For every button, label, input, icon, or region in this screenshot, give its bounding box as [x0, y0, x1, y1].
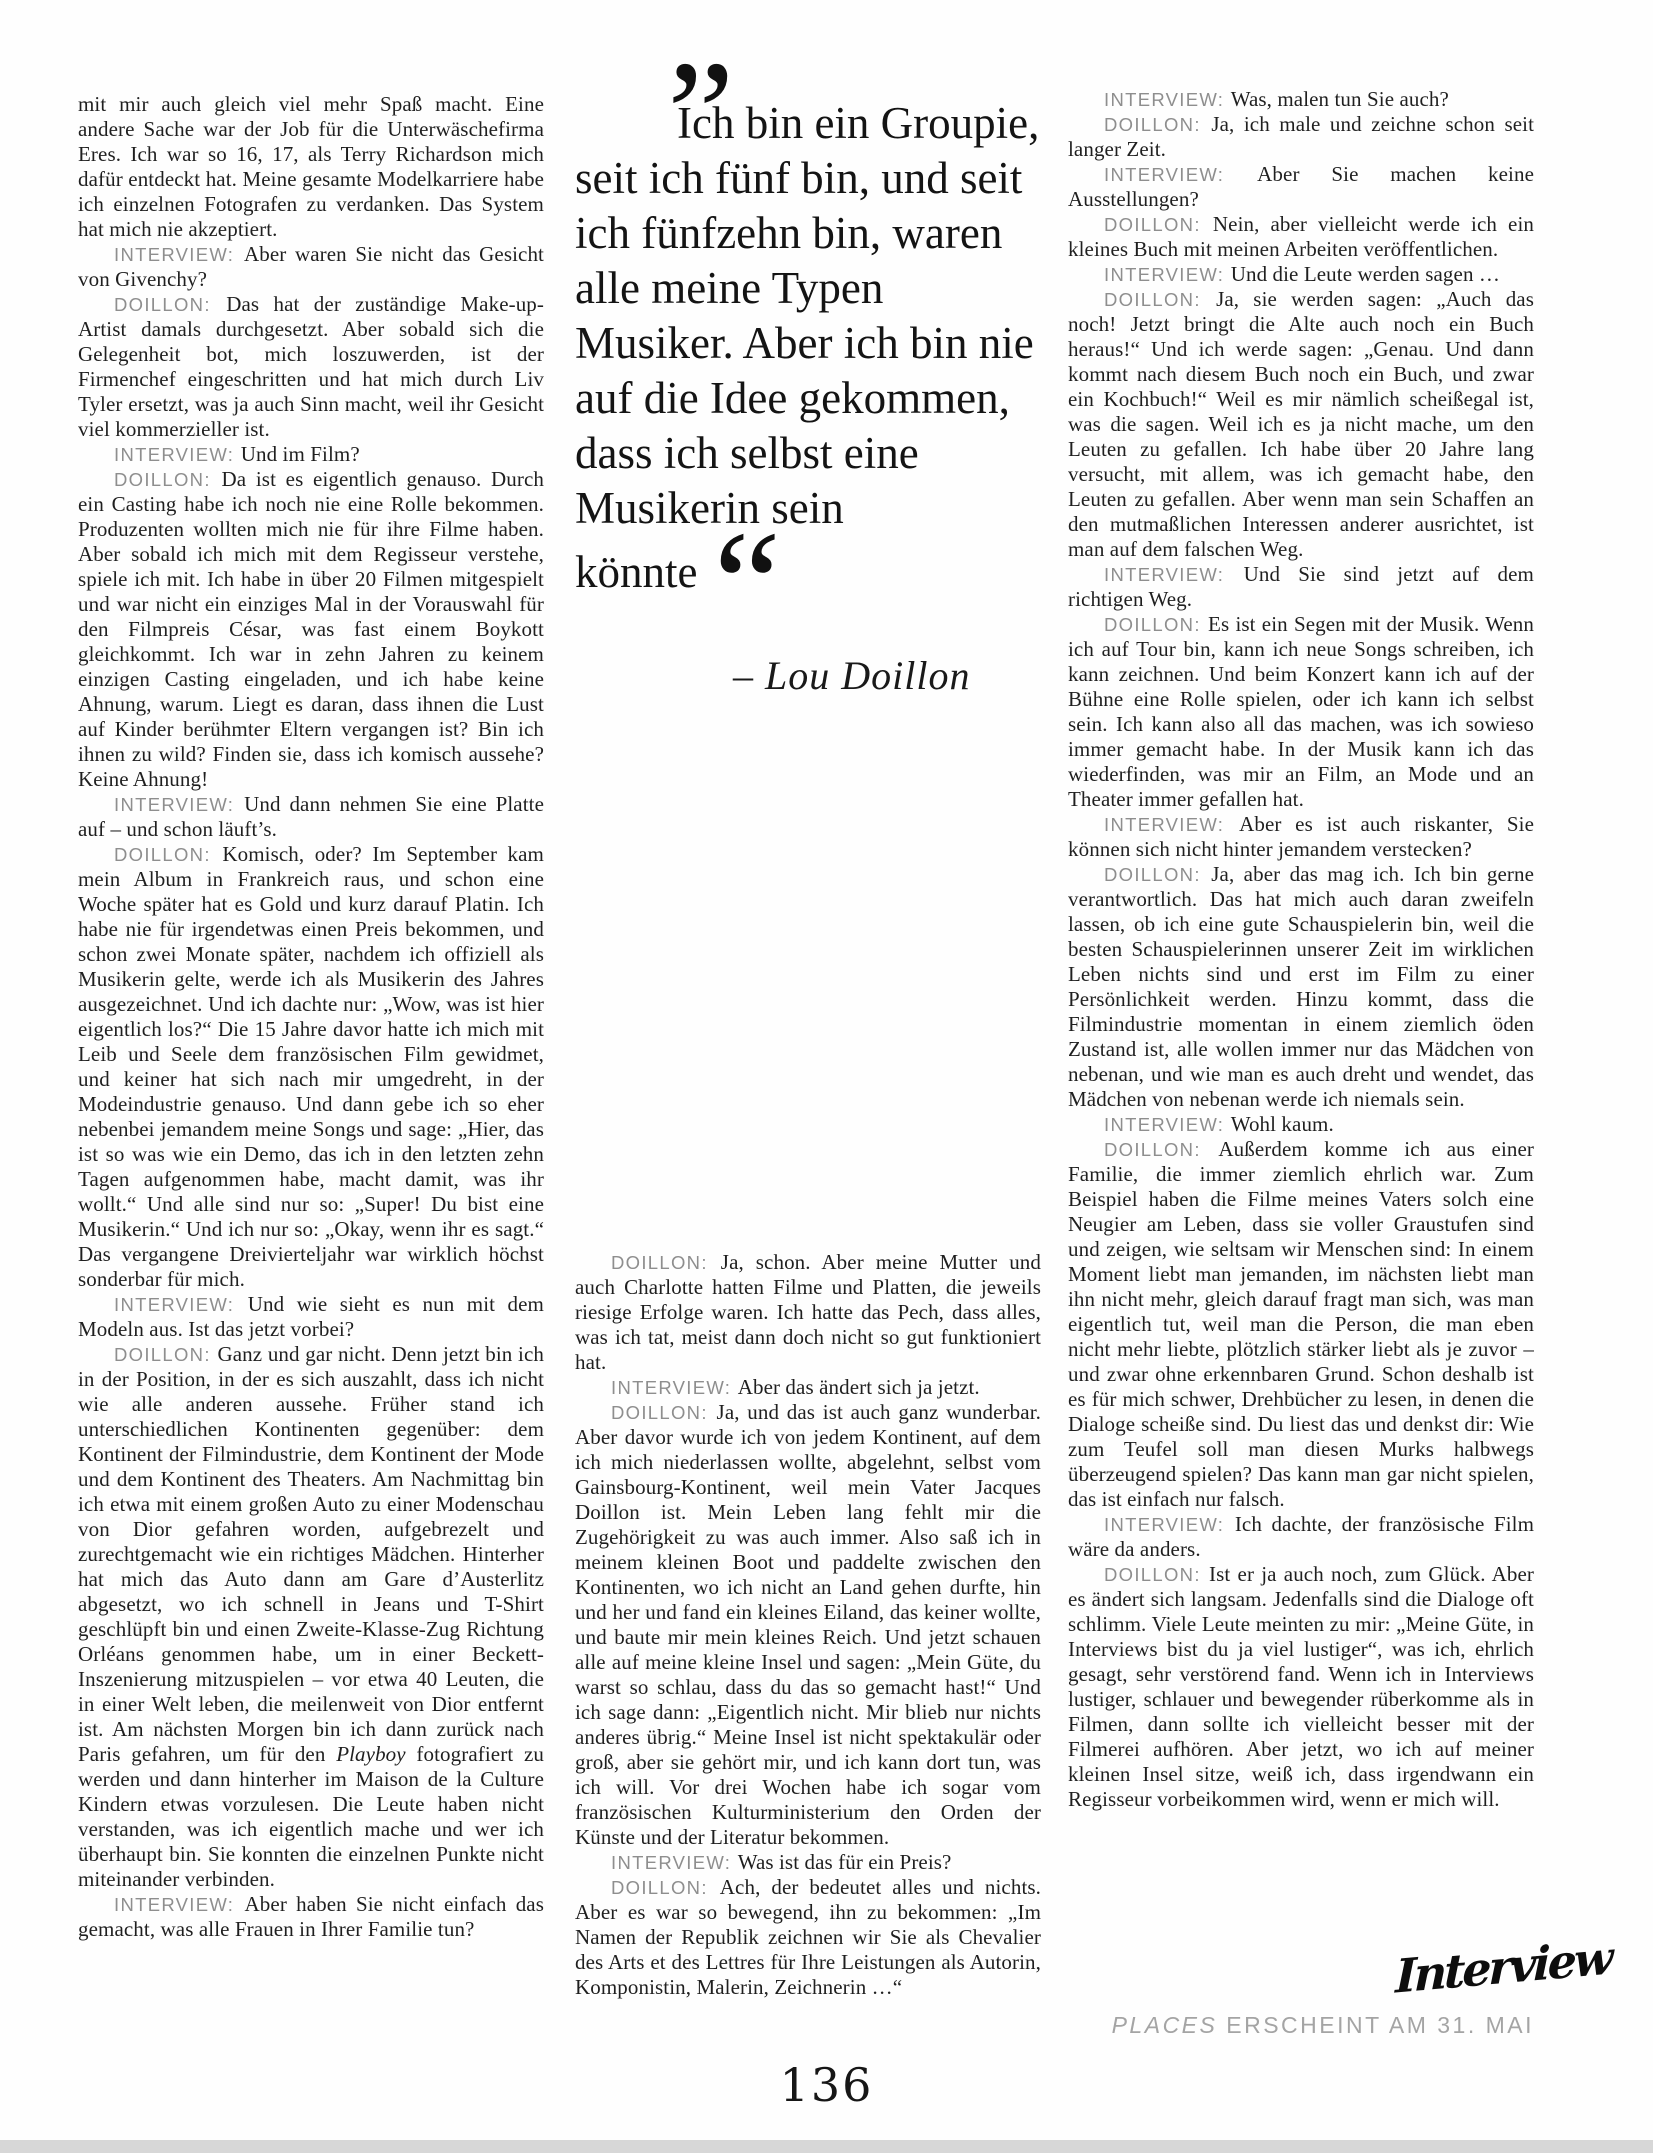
qa-paragraph: [78, 1292, 544, 1342]
qa-paragraph: [575, 1850, 1041, 1875]
magazine-name: PLACES: [1111, 2012, 1218, 2038]
qa-paragraph: [78, 1892, 544, 1942]
qa-paragraph: [1068, 87, 1534, 112]
speaker-label: DOILLON:: [1104, 1564, 1210, 1585]
quote-close-mark-icon: “: [713, 500, 773, 668]
column-middle: [575, 1250, 1041, 2000]
qa-paragraph: [1068, 1562, 1534, 1812]
speech-text: Ja, und das ist auch ganz wunderbar. Aber davor wurde ich von jedem Kontinent, auf dem ich mich niederlassen wollte, abgelehnt, selbst vom Gainsbourg-Kontinent, weil mein Vater Jacques Doillon ist. Mein Leben lang fehlt mir die Zugehörigkeit zu was auch immer. Also saß ich in meinem kleinen Boot und paddelte zwischen den Kontinenten, wo ich nicht an Land gehen durfte, hin und her und fand ein kleines Eiland, das keiner wollte, und baute mir mein kleines Reich. Und jetzt schauen alle auf meine kleine Insel und sagen: „Mein Güte, du warst so schlau, dass du das so gemacht hast!“ Und ich sage dann: „Eigentlich nicht. Mir blieb nur nichts anderes übrig.“ Meine Insel ist nicht spektakulär oder groß, aber sie gehört mir, und ich kann dort tun, was ich will. Vor drei Wochen habe ich sogar vom französischen Kulturministerium den Orden der Künste und der Literatur bekommen.: [575, 1400, 1041, 1849]
speaker-label: DOILLON:: [1104, 1139, 1219, 1160]
speech-text: Ganz und gar nicht. Denn jetzt bin ich in der Position, in der es sich auszahlt, dass ich nicht wie alle anderen aussehe. Früher stand ich unterschiedlichen Kontinenten gegenüber: dem Kontinent der Filmindustrie, dem Kontinent der Mode und dem Kontinent des Theaters. Am Nachmittag bin ich etwa mit einem großen Auto zu einer Modenschau von Dior gefahren worden, aufgebrezelt und zurechtgemacht wie ein richtiges Mädchen. Hinterher hat mich das Auto dann am Gare d’Austerlitz abgesetzt, wo ich schnell in Jeans und T-Shirt geschlüpft bin und einen Zweite-Klasse-Zug Richtung Orléans genommen habe, um in einer Beckett-Inszenierung mitzuspielen – vor etwa 40 Leuten, die in einer Welt leben, die meilenweit von Dior entfernt ist. Am nächsten Morgen bin ich dann zurück nach Paris gefahren, um für den Playboy fotografiert zu werden und dann hinterher im Maison de la Culture Kindern etwas vorzulesen. Die Leute haben nicht verstanden, was ich eigentlich mache und wer ich überhaupt bin. Sie konnten die einzelnen Punkte nicht miteinander verbinden.: [78, 1342, 544, 1891]
speaker-label: INTERVIEW:: [611, 1377, 738, 1398]
qa-paragraph: [78, 842, 544, 1292]
speaker-label: DOILLON:: [1104, 864, 1212, 885]
speech-text: Und Sie sind jetzt auf dem richtigen Weg.: [1068, 562, 1534, 611]
speaker-label: DOILLON:: [1104, 114, 1212, 135]
speaker-label: DOILLON:: [114, 844, 223, 865]
qa-paragraph: [78, 292, 544, 442]
speech-text: Außerdem komme ich aus einer Familie, die immer ziemlich ehrlich war. Zum Beispiel haben die Filme meines Vaters solch eine Neugier am Leben, dass sie voller Graustufen sind und zeigen, wie seltsam wir Menschen sind: In einem Moment liebt man jemanden, im nächsten liebt man ihn nicht mehr, gleich darauf fragt man sich, was man eigentlich tut, weil man die Person, die man eben nicht mehr liebte, plötzlich stärker liebt als je zuvor – und zwar ohne erkennbaren Grund. Schon deshalb ist es für mich schwer, Drehbücher zu lesen, in denen die Dialoge scheiße sind. Du liest das und denkst dir: Wie zum Teufel soll man diesen Murks halbwegs überzeugend spielen? Das kann man gar nicht spielen, das ist einfach nur falsch.: [1068, 1137, 1535, 1511]
column-right: [1068, 87, 1534, 1812]
speaker-label: INTERVIEW:: [114, 794, 245, 815]
qa-paragraph: [1068, 1112, 1534, 1137]
speech-text: Aber haben Sie nicht einfach das gemacht, was alle Frauen in Ihrer Familie tun?: [78, 1892, 544, 1941]
speech-text: Wohl kaum.: [1230, 1112, 1334, 1136]
speaker-label: INTERVIEW:: [1104, 264, 1231, 285]
qa-paragraph: [1068, 262, 1534, 287]
speaker-label: INTERVIEW:: [114, 244, 244, 265]
continuation-paragraph: mit mir auch gleich viel mehr Spaß macht. Eine andere Sache war der Job für die Unterwäschefirma Eres. Ich war so 16, 17, als Terry Richardson mich dafür entdeckt hat. Meine gesamte Modelkarriere habe ich einzelnen Fotografen zu verdanken. Das System hat mich nie akzeptiert.: [78, 92, 544, 241]
speaker-label: DOILLON:: [1104, 614, 1209, 635]
speech-text: Ja, sie werden sagen: „Auch das noch! Jetzt bringt die Alte auch noch ein Buch heraus!“ Und ich werde sagen: „Genau. Und dann kommt nach diesem Buch noch ein Buch, und zwar ein Kochbuch!“ Weil es mir nämlich scheißegal ist, was die sagen. Weil ich es ja nicht mache, um den Leuten zu gefallen. Ich habe über 20 Jahre lang versucht, mit allem, was ich gemacht habe, den Leuten zu gefallen. Aber wenn man sein Schaffen an den mutmaßlichen Interessen anderer ausrichtet, ist man auf dem falschen Weg.: [1068, 287, 1535, 561]
qa-paragraph: [1068, 1512, 1534, 1562]
speech-text: Und die Leute werden sagen …: [1230, 262, 1500, 286]
qa-paragraph: [1068, 562, 1534, 612]
qa-paragraph: [78, 242, 544, 292]
speaker-label: INTERVIEW:: [1104, 1514, 1235, 1535]
speech-text: Ist er ja auch noch, zum Glück. Aber es ändert sich langsam. Jedenfalls sind die Dialoge oft schlimm. Viele Leute meinten zu mir: „Meine Güte, in Interviews bist du ja viel lustiger“, was ich, ehrlich gesagt, sehr verstörend fand. Wenn ich in Interviews lustiger, schlauer und bewegender rüberkomme als in Filmen, dann sollte ich vielleicht besser mit der Filmerei aufhören. Aber jetzt, wo ich auf meiner kleinen Insel sitze, weiß ich, dass irgendwann ein Regisseur vorbeikommen wird, wenn er mich will.: [1068, 1562, 1534, 1811]
speaker-label: DOILLON:: [611, 1877, 720, 1898]
speech-text: Ja, aber das mag ich. Ich bin gerne verantwortlich. Das hat mich auch daran zweifeln lassen, ob ich eine gute Schauspielerin bin, weil die besten Schauspielerinnen unserer Zeit im wirklichen Leben nichts sind und erst im Film zu einer Persönlichkeit werden. Hinzu kommt, dass die Filmindustrie momentan in einem ziemlich öden Zustand ist, alle wollen immer nur das Mädchen von nebenan, und wie man es auch dreht und wendet, das Mädchen von nebenan werde ich niemals sein.: [1068, 862, 1535, 1111]
speaker-label: INTERVIEW:: [1104, 1114, 1231, 1135]
pull-quote: [575, 30, 1049, 703]
speech-text: Und dann nehmen Sie eine Platte auf – und schon läuft’s.: [78, 792, 544, 841]
qa-paragraph: [1068, 162, 1534, 212]
pull-quote-body: Ich bin ein Groupie, seit ich fünf bin, und seit ich fünfzehn bin, waren alle meine Typen Musiker. Aber ich bin nie auf die Idee gekommen, dass ich selbst eine Musikerin sein könnte: [575, 98, 1040, 597]
speech-text: Was, malen tun Sie auch?: [1230, 87, 1449, 111]
speaker-label: DOILLON:: [611, 1402, 717, 1423]
speech-text: Ach, der bedeutet alles und nichts. Aber es war so bewegend, ihn zu bekommen: „Im Namen der Republik zeichnen wir Sie als Chevalier des Arts et des Lettres für Ihre Leistungen als Autorin, Komponistin, Malerin, Zeichnerin …“: [575, 1875, 1041, 1999]
speech-text: Was ist das für ein Preis?: [737, 1850, 952, 1874]
release-note-text: ERSCHEINT AM 31. MAI: [1217, 2012, 1534, 2038]
speaker-label: INTERVIEW:: [1104, 89, 1231, 110]
speaker-label: DOILLON:: [114, 1344, 218, 1365]
qa-paragraph: [1068, 812, 1534, 862]
qa-paragraph: [1068, 1137, 1534, 1512]
speaker-label: INTERVIEW:: [114, 1294, 248, 1315]
qa-paragraph: [1068, 862, 1534, 1112]
release-note: [1068, 2012, 1534, 2039]
speaker-label: INTERVIEW:: [1104, 164, 1258, 185]
qa-paragraph: [78, 792, 544, 842]
speech-text: Ja, schon. Aber meine Mutter und auch Charlotte hatten Filme und Platten, die jeweils riesige Erfolge waren. Ich hatte das Pech, dass alles, was ich tat, meist dann doch nicht so gut funktioniert hat.: [575, 1250, 1041, 1374]
speech-text: Aber es ist auch riskanter, Sie können sich nicht hinter jemandem verstecken?: [1068, 812, 1534, 861]
speaker-label: DOILLON:: [1104, 214, 1213, 235]
speech-text: Komisch, oder? Im September kam mein Album in Frankreich raus, und schon eine Woche später hat es Gold und kurz darauf Platin. Ich habe nie für irgendetwas einen Preis bekommen, und schon zwei Monate später, nachdem ich offiziell als Musikerin gelte, werde ich als Musikerin des Jahres ausgezeichnet. Und ich dachte nur: „Wow, was ist hier eigentlich los?“ Die 15 Jahre davor hatte ich mich mit Leib und Seele dem französischen Film gewidmet, und keiner hat sich nach mir umgedreht, in der Modeindustrie genauso. Und dann gebe ich so eher nebenbei jemandem meine Songs und sage: „Hier, das ist so was wie ein Demo, das ich in den letzten zehn Tagen aufgenommen habe, macht damit, was ihr wollt.“ Und alle sind nur so: „Super! Du bist eine Musikerin.“ Und ich nur so: „Okay, wenn ihr es sagt.“ Das vergangene Dreivierteljahr war wirklich höchst sonderbar für mich.: [78, 842, 544, 1291]
qa-paragraph: [575, 1875, 1041, 2000]
interview-logo: [1394, 1930, 1611, 2004]
speaker-label: DOILLON:: [114, 294, 227, 315]
qa-paragraph: [1068, 212, 1534, 262]
speaker-label: DOILLON:: [1104, 289, 1217, 310]
pull-quote-attribution: – Lou Doillon: [733, 653, 971, 698]
quote-open-mark-icon: ”: [667, 30, 727, 198]
speaker-label: INTERVIEW:: [611, 1852, 738, 1873]
interview-logo-text: Interview: [1394, 1930, 1611, 2004]
page-number: 136: [779, 2058, 874, 2112]
column-left: [78, 92, 544, 1942]
speech-text: Ich dachte, der französische Film wäre da anders.: [1068, 1512, 1534, 1561]
qa-paragraph: [575, 1375, 1041, 1400]
speaker-label: INTERVIEW:: [1104, 814, 1240, 835]
speech-text: Ja, ich male und zeichne schon seit langer Zeit.: [1068, 112, 1535, 161]
speaker-label: INTERVIEW:: [114, 1894, 245, 1915]
qa-paragraph: [575, 1400, 1041, 1850]
pull-quote-text: [575, 30, 1049, 668]
qa-paragraph: [78, 442, 544, 467]
qa-paragraph: [1068, 112, 1534, 162]
speech-text: Es ist ein Segen mit der Musik. Wenn ich auf Tour bin, kann ich neue Songs schreiben, ich kann zeichnen. Und beim Konzert kann ich auf der Bühne eine Rolle spielen, oder ich kann ich selbst sein. Ich kann also all das machen, was ich sowieso immer gemacht habe. In der Musik kann ich das wiederfinden, was mir an Film, an Mode und an Theater immer gefallen hat.: [1068, 612, 1534, 811]
speech-text: Und wie sieht es nun mit dem Modeln aus. Ist das jetzt vorbei?: [78, 1292, 544, 1341]
qa-paragraph: [575, 1250, 1041, 1375]
speech-text: Das hat der zuständige Make-up-Artist damals durchgesetzt. Aber sobald sich die Gelegenheit bot, mich loszuwerden, ist der Firmenchef eingeschritten und hat mich durch Liv Tyler ersetzt, was ja auch Sinn macht, weil ihr Gesicht viel kommerzieller ist.: [78, 292, 544, 441]
speech-text: Nein, aber vielleicht werde ich ein kleines Buch mit meinen Arbeiten veröffentlichen.: [1068, 212, 1535, 261]
speech-text: Und im Film?: [240, 442, 360, 466]
speech-text: Da ist es eigentlich genauso. Durch ein Casting habe ich noch nie eine Rolle bekommen. Produzenten wollten mich nie für ihre Filme haben. Aber sobald ich mich mit dem Regisseur verstehe, spiele ich mit. Ich habe in über 20 Filmen mitgespielt und war nicht ein einziges Mal in der Vorauswahl für den Filmpreis César, was fast einem Boykott gleichkommt. Ich war in zehn Jahren zu keinem einzigen Casting eingeladen, und ich habe keine Ahnung, warum. Liegt es daran, dass ihnen die Lust auf Kinder berühmter Eltern vergangen ist? Bin ich ihnen zu wild? Finden sie, dass ich komisch aussehe? Keine Ahnung!: [78, 467, 544, 791]
speaker-label: DOILLON:: [114, 469, 222, 490]
speaker-label: DOILLON:: [611, 1252, 721, 1273]
qa-paragraph: [1068, 287, 1534, 562]
speech-text: Aber waren Sie nicht das Gesicht von Givenchy?: [78, 242, 544, 291]
speech-text: Aber das ändert sich ja jetzt.: [737, 1375, 980, 1399]
qa-paragraph: [78, 1342, 544, 1892]
speech-text: Aber Sie machen keine Ausstellungen?: [1068, 162, 1534, 211]
speaker-label: INTERVIEW:: [114, 444, 241, 465]
speaker-label: INTERVIEW:: [1104, 564, 1244, 585]
qa-paragraph: [1068, 612, 1534, 812]
bottom-edge-bar: [0, 2140, 1653, 2153]
qa-paragraph: [78, 467, 544, 792]
